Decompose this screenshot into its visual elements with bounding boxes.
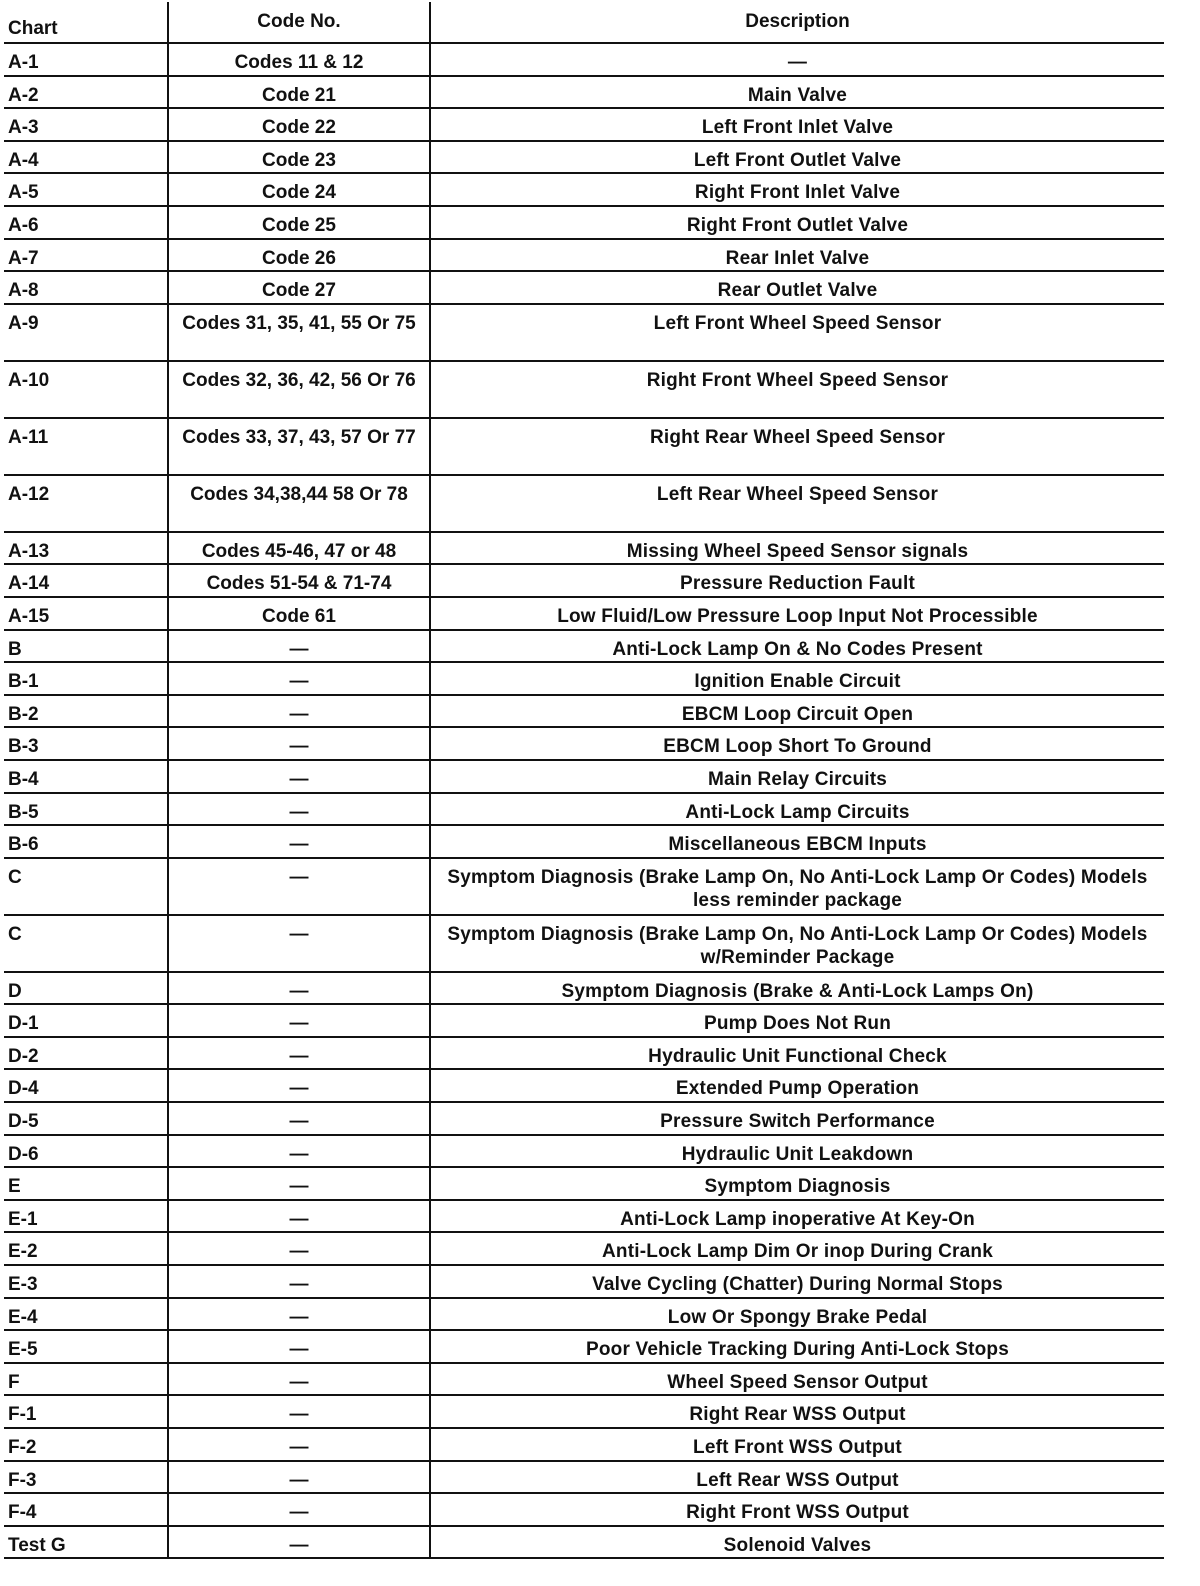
description-cell: — <box>430 43 1164 76</box>
chart-cell: B-4 <box>4 760 168 793</box>
header-chart: Chart <box>4 2 168 43</box>
code-cell: Codes 51-54 & 71-74 <box>168 564 430 597</box>
table-row <box>4 239 1164 272</box>
chart-cell: C <box>4 858 168 915</box>
code-cell: Code 61 <box>168 597 430 630</box>
code-cell: Code 23 <box>168 141 430 174</box>
code-cell: — <box>168 1330 430 1363</box>
code-cell: — <box>168 630 430 663</box>
code-cell: Codes 11 & 12 <box>168 43 430 76</box>
description-cell: Ignition Enable Circuit <box>430 662 1164 695</box>
table-row <box>4 915 1164 972</box>
chart-cell: A-8 <box>4 271 168 304</box>
description-cell: Symptom Diagnosis <box>430 1167 1164 1200</box>
description-cell: Missing Wheel Speed Sensor signals <box>430 532 1164 565</box>
code-cell: — <box>168 858 430 915</box>
chart-cell: B-5 <box>4 793 168 826</box>
table-row <box>4 825 1164 858</box>
code-cell: — <box>168 695 430 728</box>
code-cell: — <box>168 1232 430 1265</box>
chart-cell: A-1 <box>4 43 168 76</box>
description-cell: Main Valve <box>430 76 1164 109</box>
code-cell: — <box>168 1200 430 1233</box>
description-cell: Low Or Spongy Brake Pedal <box>430 1298 1164 1331</box>
description-cell: EBCM Loop Short To Ground <box>430 727 1164 760</box>
table-row <box>4 793 1164 826</box>
table-row <box>4 1461 1164 1494</box>
table-row <box>4 1135 1164 1168</box>
chart-cell: E-4 <box>4 1298 168 1331</box>
code-cell: — <box>168 1395 430 1428</box>
code-cell: Code 27 <box>168 271 430 304</box>
description-cell: Wheel Speed Sensor Output <box>430 1363 1164 1396</box>
code-cell: — <box>168 793 430 826</box>
table-row <box>4 173 1164 206</box>
table-row <box>4 1428 1164 1461</box>
code-cell: Code 24 <box>168 173 430 206</box>
chart-cell: E-5 <box>4 1330 168 1363</box>
code-cell: Code 21 <box>168 76 430 109</box>
table-row <box>4 475 1164 532</box>
description-cell: Anti-Lock Lamp inoperative At Key-On <box>430 1200 1164 1233</box>
code-cell: Code 22 <box>168 108 430 141</box>
code-cell: — <box>168 1135 430 1168</box>
code-cell: — <box>168 1526 430 1559</box>
chart-cell: A-3 <box>4 108 168 141</box>
table-row <box>4 972 1164 1005</box>
description-cell: Left Front WSS Output <box>430 1428 1164 1461</box>
table-row <box>4 206 1164 239</box>
chart-cell: F-4 <box>4 1493 168 1526</box>
description-cell: Left Rear WSS Output <box>430 1461 1164 1494</box>
chart-index-table <box>4 2 1164 1559</box>
description-cell: Symptom Diagnosis (Brake & Anti-Lock Lamps On) <box>430 972 1164 1005</box>
description-cell: Anti-Lock Lamp Circuits <box>430 793 1164 826</box>
code-cell: Codes 45-46, 47 or 48 <box>168 532 430 565</box>
table-row <box>4 1037 1164 1070</box>
description-cell: Pump Does Not Run <box>430 1004 1164 1037</box>
code-cell: — <box>168 1037 430 1070</box>
table-row <box>4 1069 1164 1102</box>
code-cell: — <box>168 1102 430 1135</box>
code-cell: — <box>168 1069 430 1102</box>
header-description: Description <box>430 2 1164 43</box>
chart-cell: A-4 <box>4 141 168 174</box>
chart-cell: E-2 <box>4 1232 168 1265</box>
chart-cell: A-2 <box>4 76 168 109</box>
description-cell: Pressure Switch Performance <box>430 1102 1164 1135</box>
table-row <box>4 1526 1164 1559</box>
chart-cell: A-9 <box>4 304 168 361</box>
table-row <box>4 1102 1164 1135</box>
code-cell: — <box>168 1493 430 1526</box>
chart-cell: D-1 <box>4 1004 168 1037</box>
code-cell: — <box>168 1298 430 1331</box>
description-cell: Pressure Reduction Fault <box>430 564 1164 597</box>
chart-cell: A-10 <box>4 361 168 418</box>
table-row <box>4 1298 1164 1331</box>
chart-cell: D-2 <box>4 1037 168 1070</box>
description-cell: Right Rear WSS Output <box>430 1395 1164 1428</box>
description-cell: Right Front Outlet Valve <box>430 206 1164 239</box>
chart-cell: A-6 <box>4 206 168 239</box>
chart-cell: D <box>4 972 168 1005</box>
table-row <box>4 630 1164 663</box>
chart-cell: A-7 <box>4 239 168 272</box>
code-cell: — <box>168 662 430 695</box>
table-row <box>4 1200 1164 1233</box>
table-row <box>4 361 1164 418</box>
table-row <box>4 418 1164 475</box>
table-row <box>4 1265 1164 1298</box>
chart-cell: A-15 <box>4 597 168 630</box>
table-row <box>4 662 1164 695</box>
description-cell: Right Rear Wheel Speed Sensor <box>430 418 1164 475</box>
chart-cell: B-3 <box>4 727 168 760</box>
code-cell: — <box>168 1461 430 1494</box>
chart-cell: B-2 <box>4 695 168 728</box>
table-row <box>4 76 1164 109</box>
chart-cell: A-11 <box>4 418 168 475</box>
table-row <box>4 760 1164 793</box>
description-cell: Hydraulic Unit Functional Check <box>430 1037 1164 1070</box>
chart-cell: B <box>4 630 168 663</box>
chart-cell: E-1 <box>4 1200 168 1233</box>
table-row <box>4 695 1164 728</box>
table-row <box>4 304 1164 361</box>
chart-cell: F <box>4 1363 168 1396</box>
table-row <box>4 1232 1164 1265</box>
description-cell: Symptom Diagnosis (Brake Lamp On, No Anti-Lock Lamp Or Codes) Models less reminder package <box>430 858 1164 915</box>
table-row <box>4 858 1164 915</box>
header-row <box>4 2 1164 43</box>
header-code-no: Code No. <box>168 2 430 43</box>
table-row <box>4 1004 1164 1037</box>
chart-cell: D-5 <box>4 1102 168 1135</box>
description-cell: Valve Cycling (Chatter) During Normal Stops <box>430 1265 1164 1298</box>
chart-cell: A-12 <box>4 475 168 532</box>
description-cell: Miscellaneous EBCM Inputs <box>430 825 1164 858</box>
table-row <box>4 564 1164 597</box>
table-row <box>4 271 1164 304</box>
description-cell: Low Fluid/Low Pressure Loop Input Not Processible <box>430 597 1164 630</box>
table-row <box>4 141 1164 174</box>
table-row <box>4 1330 1164 1363</box>
code-cell: — <box>168 1363 430 1396</box>
code-cell: — <box>168 972 430 1005</box>
table-row <box>4 108 1164 141</box>
description-cell: Rear Inlet Valve <box>430 239 1164 272</box>
code-cell: — <box>168 727 430 760</box>
table-row <box>4 1363 1164 1396</box>
description-cell: Anti-Lock Lamp On & No Codes Present <box>430 630 1164 663</box>
chart-cell: A-5 <box>4 173 168 206</box>
table-row <box>4 727 1164 760</box>
chart-cell: B-6 <box>4 825 168 858</box>
code-cell: — <box>168 1428 430 1461</box>
description-cell: Left Front Outlet Valve <box>430 141 1164 174</box>
description-cell: Left Front Inlet Valve <box>430 108 1164 141</box>
description-cell: Extended Pump Operation <box>430 1069 1164 1102</box>
code-cell: Codes 34,38,44 58 Or 78 <box>168 475 430 532</box>
description-cell: Right Front Inlet Valve <box>430 173 1164 206</box>
chart-cell: Test G <box>4 1526 168 1559</box>
chart-cell: F-3 <box>4 1461 168 1494</box>
chart-cell: B-1 <box>4 662 168 695</box>
description-cell: Left Front Wheel Speed Sensor <box>430 304 1164 361</box>
table-row <box>4 1395 1164 1428</box>
code-cell: — <box>168 1265 430 1298</box>
code-cell: — <box>168 825 430 858</box>
code-cell: — <box>168 1167 430 1200</box>
chart-cell: F-2 <box>4 1428 168 1461</box>
code-cell: Codes 33, 37, 43, 57 Or 77 <box>168 418 430 475</box>
table-row <box>4 532 1164 565</box>
code-cell: — <box>168 760 430 793</box>
chart-cell: A-14 <box>4 564 168 597</box>
code-cell: — <box>168 1004 430 1037</box>
description-cell: Right Front WSS Output <box>430 1493 1164 1526</box>
chart-cell: D-6 <box>4 1135 168 1168</box>
chart-cell: A-13 <box>4 532 168 565</box>
code-cell: — <box>168 915 430 972</box>
table-row <box>4 1167 1164 1200</box>
table-row <box>4 43 1164 76</box>
chart-cell: E-3 <box>4 1265 168 1298</box>
description-cell: Poor Vehicle Tracking During Anti-Lock Stops <box>430 1330 1164 1363</box>
description-cell: Solenoid Valves <box>430 1526 1164 1559</box>
table-row <box>4 597 1164 630</box>
description-cell: EBCM Loop Circuit Open <box>430 695 1164 728</box>
chart-cell: F-1 <box>4 1395 168 1428</box>
code-cell: Codes 32, 36, 42, 56 Or 76 <box>168 361 430 418</box>
table-row <box>4 1493 1164 1526</box>
description-cell: Right Front Wheel Speed Sensor <box>430 361 1164 418</box>
description-cell: Anti-Lock Lamp Dim Or inop During Crank <box>430 1232 1164 1265</box>
chart-cell: C <box>4 915 168 972</box>
code-cell: Code 25 <box>168 206 430 239</box>
code-cell: Codes 31, 35, 41, 55 Or 75 <box>168 304 430 361</box>
description-cell: Hydraulic Unit Leakdown <box>430 1135 1164 1168</box>
description-cell: Left Rear Wheel Speed Sensor <box>430 475 1164 532</box>
chart-cell: E <box>4 1167 168 1200</box>
description-cell: Main Relay Circuits <box>430 760 1164 793</box>
description-cell: Rear Outlet Valve <box>430 271 1164 304</box>
code-cell: Code 26 <box>168 239 430 272</box>
description-cell: Symptom Diagnosis (Brake Lamp On, No Anti-Lock Lamp Or Codes) Models w/Reminder Package <box>430 915 1164 972</box>
chart-cell: D-4 <box>4 1069 168 1102</box>
